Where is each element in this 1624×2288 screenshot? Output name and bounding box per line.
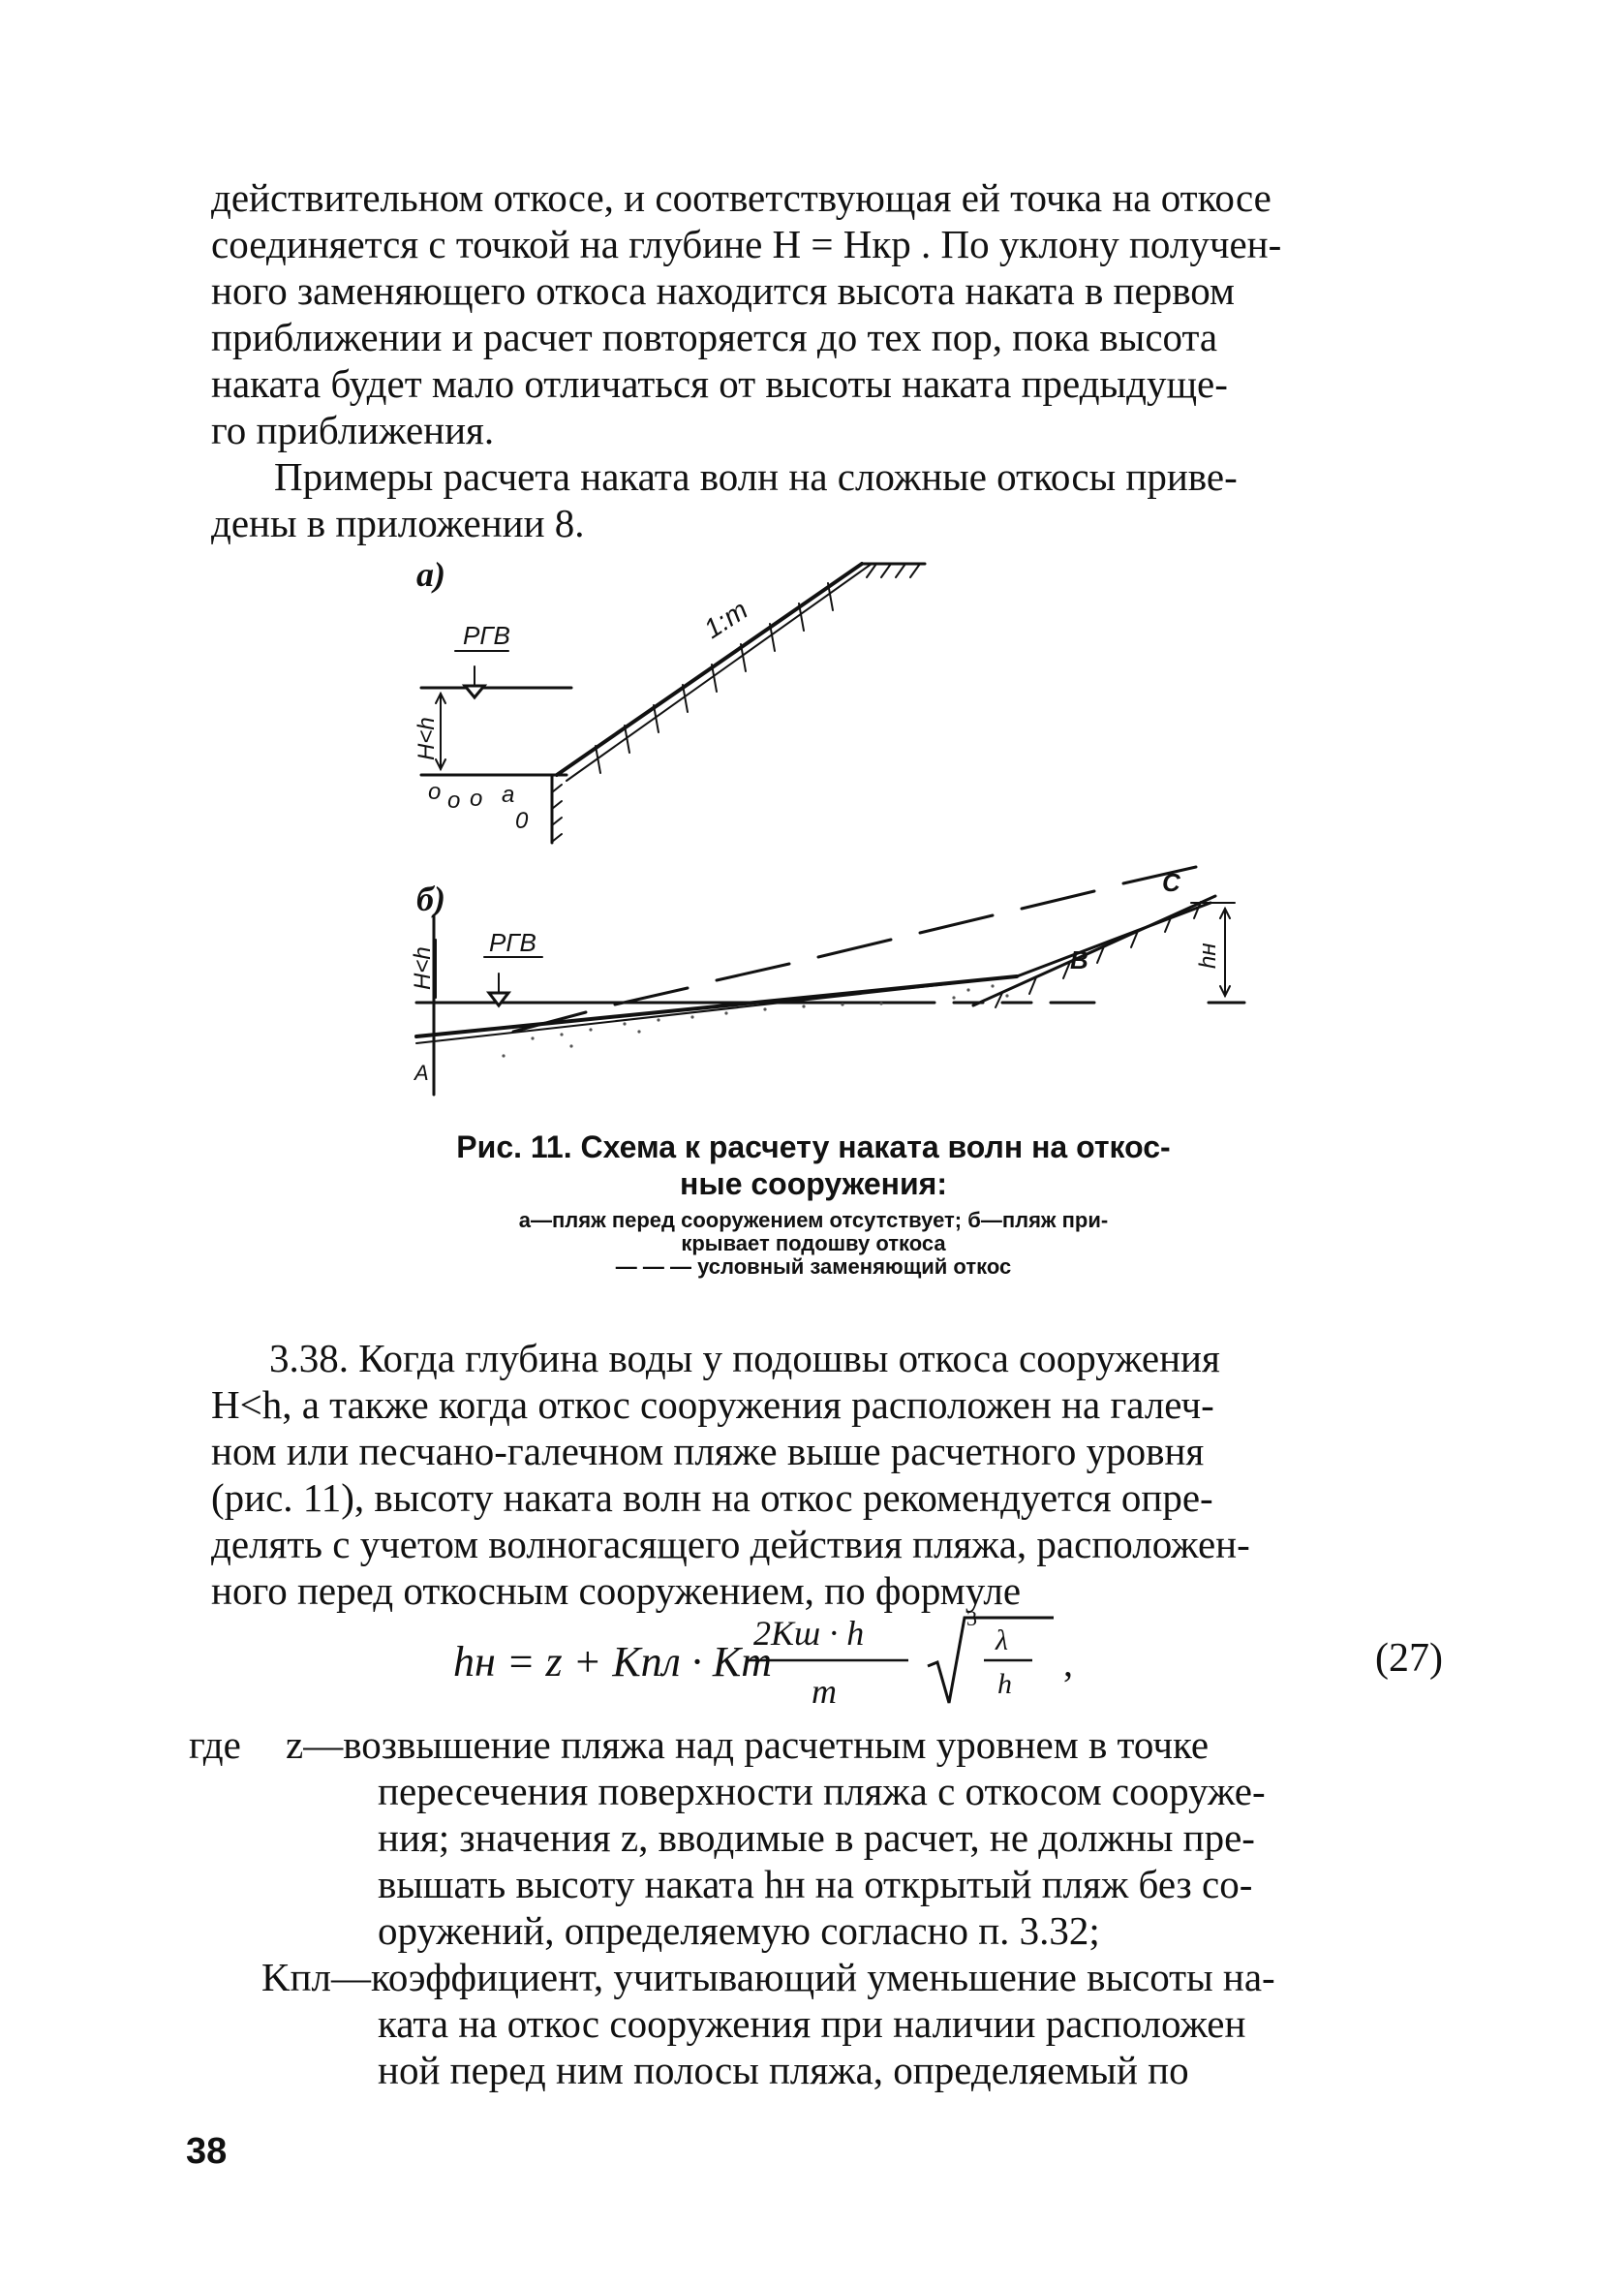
text-line: делять с учетом волногасящего действия пляжа, расположен- [211, 1522, 1250, 1566]
formula-root-index: 3 [966, 1606, 977, 1630]
point-label: B [1070, 945, 1088, 974]
legend-line: а—пляж перед сооружением отсутствует; б—пляж при- [518, 1208, 1109, 1232]
depth-label: H<h [410, 946, 436, 990]
formula-numerator: 2Kш · h [753, 1614, 865, 1653]
panel-a [414, 555, 925, 843]
formula-lhs: hн = z + Kпл · Km [453, 1638, 772, 1685]
text-line: 3.38. Когда глубина воды у подошвы откоса сооружения [269, 1336, 1220, 1380]
text-line: пересечения поверхности пляжа с откосом сооруже- [378, 1769, 1266, 1813]
formula-root-num: λ [996, 1624, 1008, 1656]
slope-line-b [1017, 903, 1210, 976]
bottom-markers [428, 779, 529, 834]
text-line: ного заменяющего откоса находится высота наката в первом [211, 268, 1235, 313]
crest-hatching [867, 564, 920, 577]
beach-line [416, 976, 1017, 1043]
text-line: ката на откос сооружения при наличии расположен [378, 2001, 1246, 2046]
text-line: (рис. 11), высоту наката волн на откос рекомендуется опре- [211, 1475, 1213, 1520]
paragraph-intro [211, 174, 1443, 546]
equivalent-slope-dashed [513, 867, 1196, 1032]
slope-label: 1:m [698, 594, 753, 645]
svg-text:0: 0 [515, 808, 529, 834]
structure-slope [973, 896, 1215, 1005]
svg-text:o: o [470, 786, 483, 812]
water-level-marker [465, 686, 484, 697]
text-line: ния; значения z, вводимые в расчет, не должны пре- [378, 1815, 1255, 1860]
where-label: где [189, 1722, 241, 1767]
formula-denominator: m [812, 1672, 837, 1711]
definitions-list [189, 1721, 1448, 2093]
figure-legend [387, 1209, 1240, 1279]
formula-root-den: h [997, 1668, 1012, 1700]
text-line: H<h, а также когда откос сооружения расположен на галеч- [211, 1382, 1214, 1427]
text-line: наката будет мало отличаться от высоты наката предыдуще- [211, 361, 1228, 406]
text-line: Примеры расчета наката волн на сложные откосы приве- [274, 454, 1238, 499]
water-level-label: РГВ [463, 621, 510, 650]
text-line: дены в приложении 8. [211, 501, 585, 545]
point-label: A [414, 1061, 429, 1085]
text-line: z—возвышение пляжа над расчетным уровнем в точке [286, 1722, 1210, 1767]
text-line: вышать высоту наката hн на открытый пляж без со- [378, 1862, 1253, 1906]
text-line: ном или песчано-галечном пляже выше расчетного уровня [211, 1429, 1205, 1473]
depth-label: H<h [414, 717, 440, 760]
legend-line: — — — условный заменяющий откос [615, 1254, 1012, 1279]
formula-27 [211, 1606, 1443, 1713]
slope-line [557, 564, 862, 775]
text-line: приближении и расчет повторяется до тех пор, пока высота [211, 315, 1218, 359]
svg-text:o: o [428, 779, 442, 805]
paragraph-3-38 [211, 1335, 1443, 1614]
slope-hatching-b [996, 902, 1201, 1007]
text-line: соединяется с точкой на глубине H = Hкр . По уклону получен- [211, 222, 1282, 266]
panel-a-label: а) [416, 555, 445, 594]
point-label: a [502, 782, 515, 808]
formula-expression [453, 1606, 1247, 1713]
formula-comma: , [1063, 1641, 1073, 1685]
svg-text:o: o [447, 788, 461, 814]
figure-11-diagram [397, 542, 1269, 1104]
definition-kpl [189, 1954, 1448, 2093]
water-level-label: РГВ [489, 928, 536, 957]
point-label: C [1162, 868, 1180, 897]
caption-line: ные сооружения: [680, 1166, 947, 1201]
beach-line [416, 976, 1017, 1036]
text-line: Kпл—коэффициент, учитывающий уменьшение высоты на- [261, 1955, 1275, 1999]
text-line: ной перед ним полосы пляжа, определяемый по [378, 2048, 1189, 2092]
figure-caption [387, 1129, 1240, 1202]
text-line: ного перед откосным сооружением, по формуле [211, 1568, 1022, 1613]
page-number: 38 [186, 2131, 228, 2172]
runup-label: hн [1195, 943, 1221, 969]
text-line: действительном откосе, и соответствующая ей точка на откосе [211, 175, 1272, 220]
legend-line: крывает подошву откоса [681, 1231, 946, 1255]
slope-line [567, 564, 872, 781]
text-line: го приближения. [211, 408, 495, 452]
panel-b-label: б) [416, 880, 445, 918]
panel-b [410, 867, 1244, 1095]
equation-number: (27) [1375, 1636, 1443, 1681]
definition-z [189, 1721, 1448, 1954]
caption-line: Рис. 11. Схема к расчету наката волн на откос- [456, 1129, 1171, 1164]
text-line: оружений, определяемую согласно п. 3.32; [378, 1908, 1100, 1953]
